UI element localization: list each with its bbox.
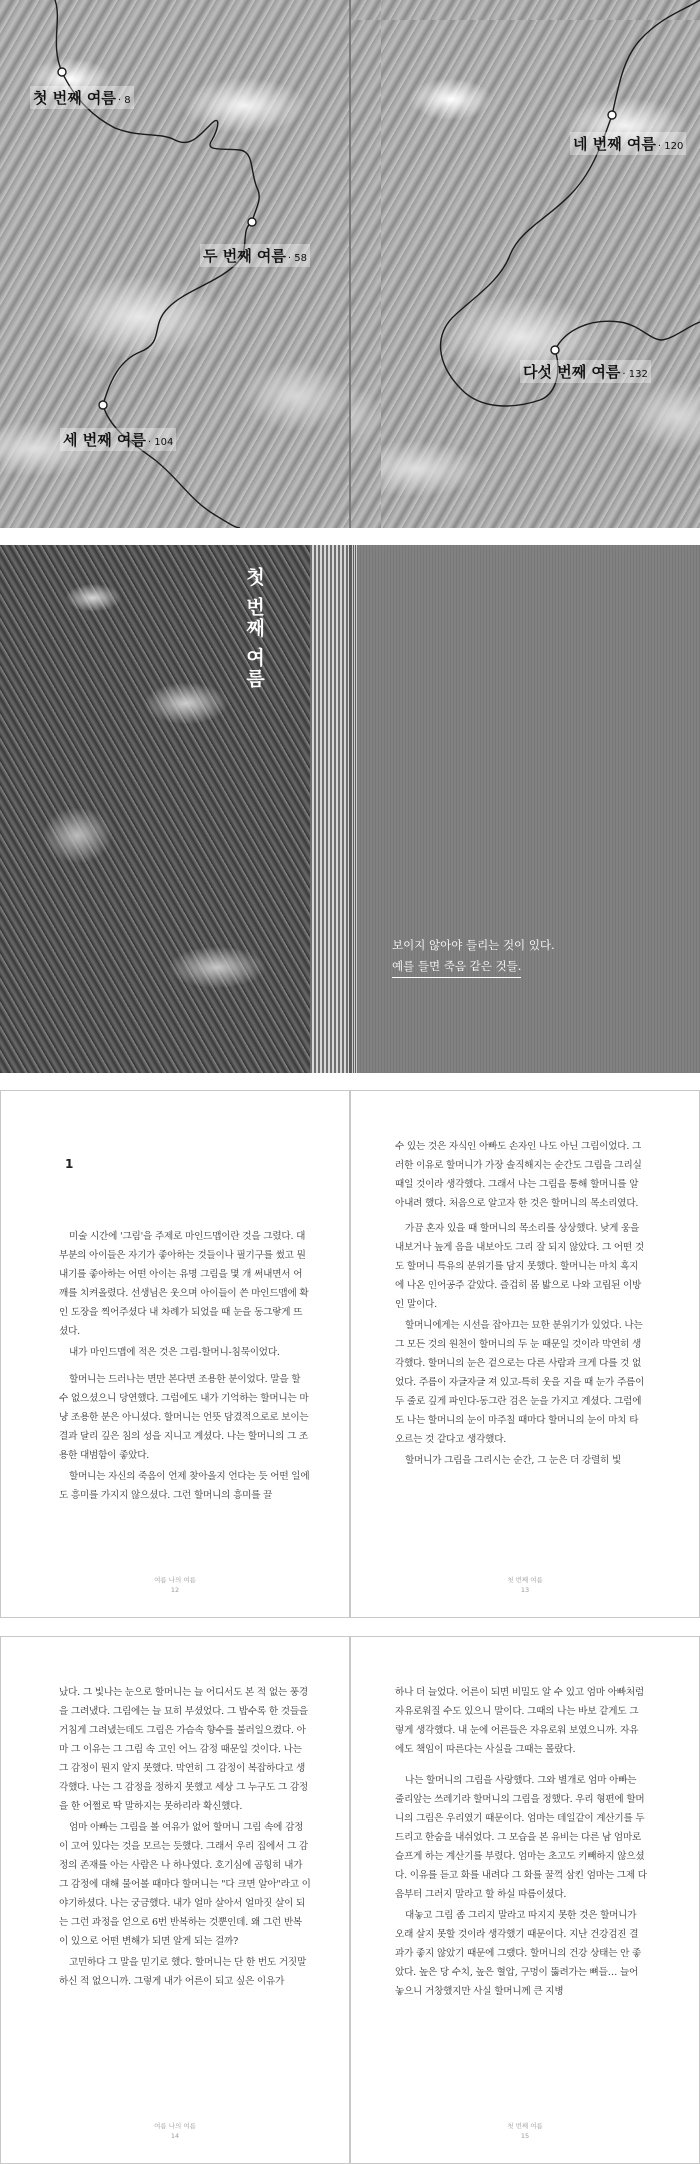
paragraph: 내가 마인드맵에 적은 것은 그림-할머니-침묵이었다.	[69, 1347, 280, 1358]
page-footer	[1, 1575, 349, 1595]
toc-item-page: · 132	[622, 369, 648, 380]
toc-item-page: · 58	[287, 253, 307, 264]
page-body	[59, 1227, 311, 1507]
toc-spread	[0, 0, 700, 528]
running-title: 여름 나의 여름	[154, 2122, 196, 2130]
epigraph-panel	[351, 545, 700, 1073]
toc-item-1[interactable]	[30, 86, 134, 109]
page-footer	[351, 1575, 699, 1595]
epigraph	[392, 935, 652, 978]
paragraph: 대놓고 그림 좀 그리지 말라고 따지지 못한 것은 할머니가 오래 살지 못할 것이라 생각했기 때문이다. 지난 건강검진 결과가 좋지 않았기 때문에 그랬다. 할머니의 건강 상태는 안 좋았다. 높은 당 수치, 높은 혈압, 구멍이 뚫려가는 뼈들… 늘어 놓으니 거창했지만 사실 할머니께 큰 지병	[395, 1910, 642, 1997]
paragraph: 할머니에게는 시선을 잡아끄는 묘한 분위기가 있었다. 나는 그 모든 것의 원천이 할머니의 두 눈 때문일 것이라 막연히 생각했다. 할머니의 눈은 겉으로는 다른 사람과 크게 다를 것 없었다. 주름이 자글자글 져 있고-특히 웃을 지을 때 눈가 주름이 두 줄로 깊게 파인다-동그란 검은 눈을 가지고 계셨다. 그럼에도 나는 할머니의 눈이 마주칠 때마다 할머니의 눈이 마치 타오르는 것 같다고 생각했다.	[395, 1320, 645, 1445]
toc-marker-5	[551, 346, 559, 354]
stripe-band-right	[351, 545, 357, 1073]
page-number: 15	[520, 2132, 530, 2140]
page-body	[395, 1683, 647, 2003]
chapter-opener-spread	[0, 545, 700, 1073]
toc-marker-4	[608, 111, 616, 119]
paragraph: 할머니가 그림을 그리시는 순간, 그 눈은 더 강렬히 빛	[405, 1455, 622, 1466]
toc-item-title: 첫 번째 여름	[33, 89, 116, 107]
paragraph: 미술 시간에 '그림'을 주제로 마인드맵이란 것을 그렸다. 대부분의 아이들은 자기가 좋아하는 것들이나 필기구를 썼고 뭔내기를 좋아하는 어떤 아이는 유명 그림을 몇 개 써내면서 어깨를 치켜올렸다. 선생님은 웃으며 아이들이 쓴 마인드맵에 확인 도장을 찍어주셨다 내 차례가 되었을 때 눈을 동그랗게 뜨셨다.	[59, 1231, 309, 1337]
chapter-number: 1	[65, 1157, 74, 1171]
paragraph: 할머니는 자신의 죽음이 언제 찾아올지 언다는 듯 어떤 일에도 흥미를 가지지 않으셨다. 그런 할머니의 흥미를 끌	[59, 1471, 310, 1501]
paragraph: 나는 할머니의 그림을 사랑했다. 그와 별개로 엄마 아빠는 줄리앞는 쓰레기라 할머니의 그림을 정했다. 우리 형편에 할머니의 그림은 우리였기 때문이다. 엄마는 데일같이 계산기를 두드리고 한숨을 내쉬었다. 그 모습을 본 유비는 다른 남 엄마로 슬프게 하는 계산기를 부렸다. 엄마는 초고도 키빼하지 않으셨다. 이유를 듣고 화를 내려다 그 화를 꿀꺽 삼킨 엄마는 그제 다음부터 그러지 말라고 할 하실 따름이셨다.	[395, 1775, 647, 1900]
paragraph: 엄마 아빠는 그림을 볼 여유가 없어 할머니 그림 속에 감정이 고여 있다는 것을 모르는 듯했다. 그래서 우리 집에서 그 감정의 존재를 아는 사람은 나 하나였다. 호기심에 곰힝히 내가 그 감정에 대해 물어볼 때마다 할머니는 "다 크면 알아"라고 이야기하셨다. 나는 궁금했다. 내가 얼마 살아서 얼마짓 살이 되는 그런 과정을 얻으로 6번 반복하는 것뿐인데. 왜 그런 반복이 있으로 어떤 변해가 되면 알게 되는 걸까?	[59, 1822, 311, 1947]
page-body	[59, 1683, 311, 1993]
toc-item-title: 다섯 번째 여름	[523, 363, 621, 381]
paragraph: 고민하다 그 말을 믿기로 했다. 할머니는 단 한 번도 거짓말하신 적 없으니까. 그렇게 내가 어른이 되고 싶은 이유가	[59, 1957, 307, 1987]
stripe-band	[310, 545, 350, 1073]
page-14	[0, 1636, 350, 2164]
page-number: 13	[520, 1586, 530, 1594]
page-12	[0, 1090, 350, 1618]
chapter-vertical-title: 첫 번째 여름	[243, 567, 265, 690]
running-title: 첫 번째 여름	[507, 1576, 543, 1584]
toc-item-page: · 8	[117, 95, 131, 106]
running-title: 첫 번째 여름	[507, 2122, 543, 2130]
page-number: 14	[170, 2132, 180, 2140]
toc-item-4[interactable]	[570, 132, 686, 155]
page-number: 12	[170, 1586, 180, 1594]
page-footer	[351, 2121, 699, 2141]
paragraph: 하나 더 늘었다. 어른이 되면 비밀도 알 수 있고 엄마 아빠처럼 자유로워질 수도 있으니 말이다. 그때의 나는 바보 같게도 그렇게 생각했다. 내 눈에 어른들은 자유로워 보였으니까. 자유에도 책임이 따른다는 사실을 그때는 몰랐다.	[395, 1687, 644, 1755]
toc-marker-1	[58, 68, 66, 76]
paragraph: 할머니는 드러나는 면만 본다면 조용한 분이었다. 말을 할 수 없으셨으니 당연했다. 그럼에도 내가 기억하는 할머니는 마냥 조용한 분은 아니셨다. 할머니는 언뜻 담겼적으로로 보이는 결과 달리 깊은 침의 성을 지니고 계셨다. 나는 할머니의 그 조용한 대범함이 좋았다.	[59, 1374, 309, 1461]
toc-item-page: · 120	[657, 141, 684, 152]
page-footer	[1, 2121, 349, 2141]
epigraph-line: 예를 들면 죽음 같은 것들.	[392, 956, 521, 978]
toc-marker-3	[99, 401, 107, 409]
paragraph: 가끔 혼자 있을 때 할머니의 목소리를 상상했다. 낮게 웅을 내보거나 높게 음을 내보아도 그리 잘 되지 않았다. 그 어떤 것도 할머니 특유의 분위기를 담지 못했다. 할머니는 마치 흑지에 나온 인어공주 같았다. 즐겁히 몸 밟으로 나와 고립된 이방인 말이다.	[395, 1223, 644, 1310]
epigraph-line: 보이지 않아야 들리는 것이 있다.	[392, 938, 555, 952]
page-body	[395, 1137, 647, 1472]
page-13	[350, 1090, 700, 1618]
toc-item-title: 두 번째 여름	[203, 247, 286, 265]
toc-marker-2	[248, 218, 256, 226]
toc-item-2[interactable]	[200, 244, 310, 267]
running-title: 여름 나의 여름	[154, 1576, 196, 1584]
toc-item-title: 세 번째 여름	[63, 431, 146, 449]
paragraph: 났다. 그 빛나는 눈으로 할머니는 늘 어디서도 본 적 없는 풍경을 그려냈다. 그림에는 늘 묘히 부셨었다. 그 밥수록 한 것들을 거침게 그려냈는데도 그림은 가슴속 향수를 불러일으켰다. 아마 그 이유는 그 그림 속 고인 어느 감정 때문일 것이다. 나는 그 감정이 뭔지 알지 못했다. 막연히 그 감정이 복잡하다고 생각했다. 나는 그 감정을 정하지 못했고 세상 그 누구도 그 감정을 한 어쩔로 딱 말하지는 못하리라 확신했다.	[59, 1687, 308, 1812]
page-15	[350, 1636, 700, 2164]
toc-item-3[interactable]	[60, 428, 176, 451]
toc-item-5[interactable]	[520, 360, 651, 383]
toc-item-page: · 104	[147, 437, 174, 448]
paragraph: 수 있는 것은 자식인 아빠도 손자인 나도 아닌 그림이었다. 그러한 이유로 할머니가 가장 솔직해지는 순간도 그림을 그리실 때일 것이라 생각했다. 그래서 나는 그림을 통해 할머니를 알아내려 했다. 처음으로 알고자 한 것은 할머니의 목소리였다.	[395, 1141, 642, 1209]
toc-item-title: 네 번째 여름	[573, 135, 656, 153]
